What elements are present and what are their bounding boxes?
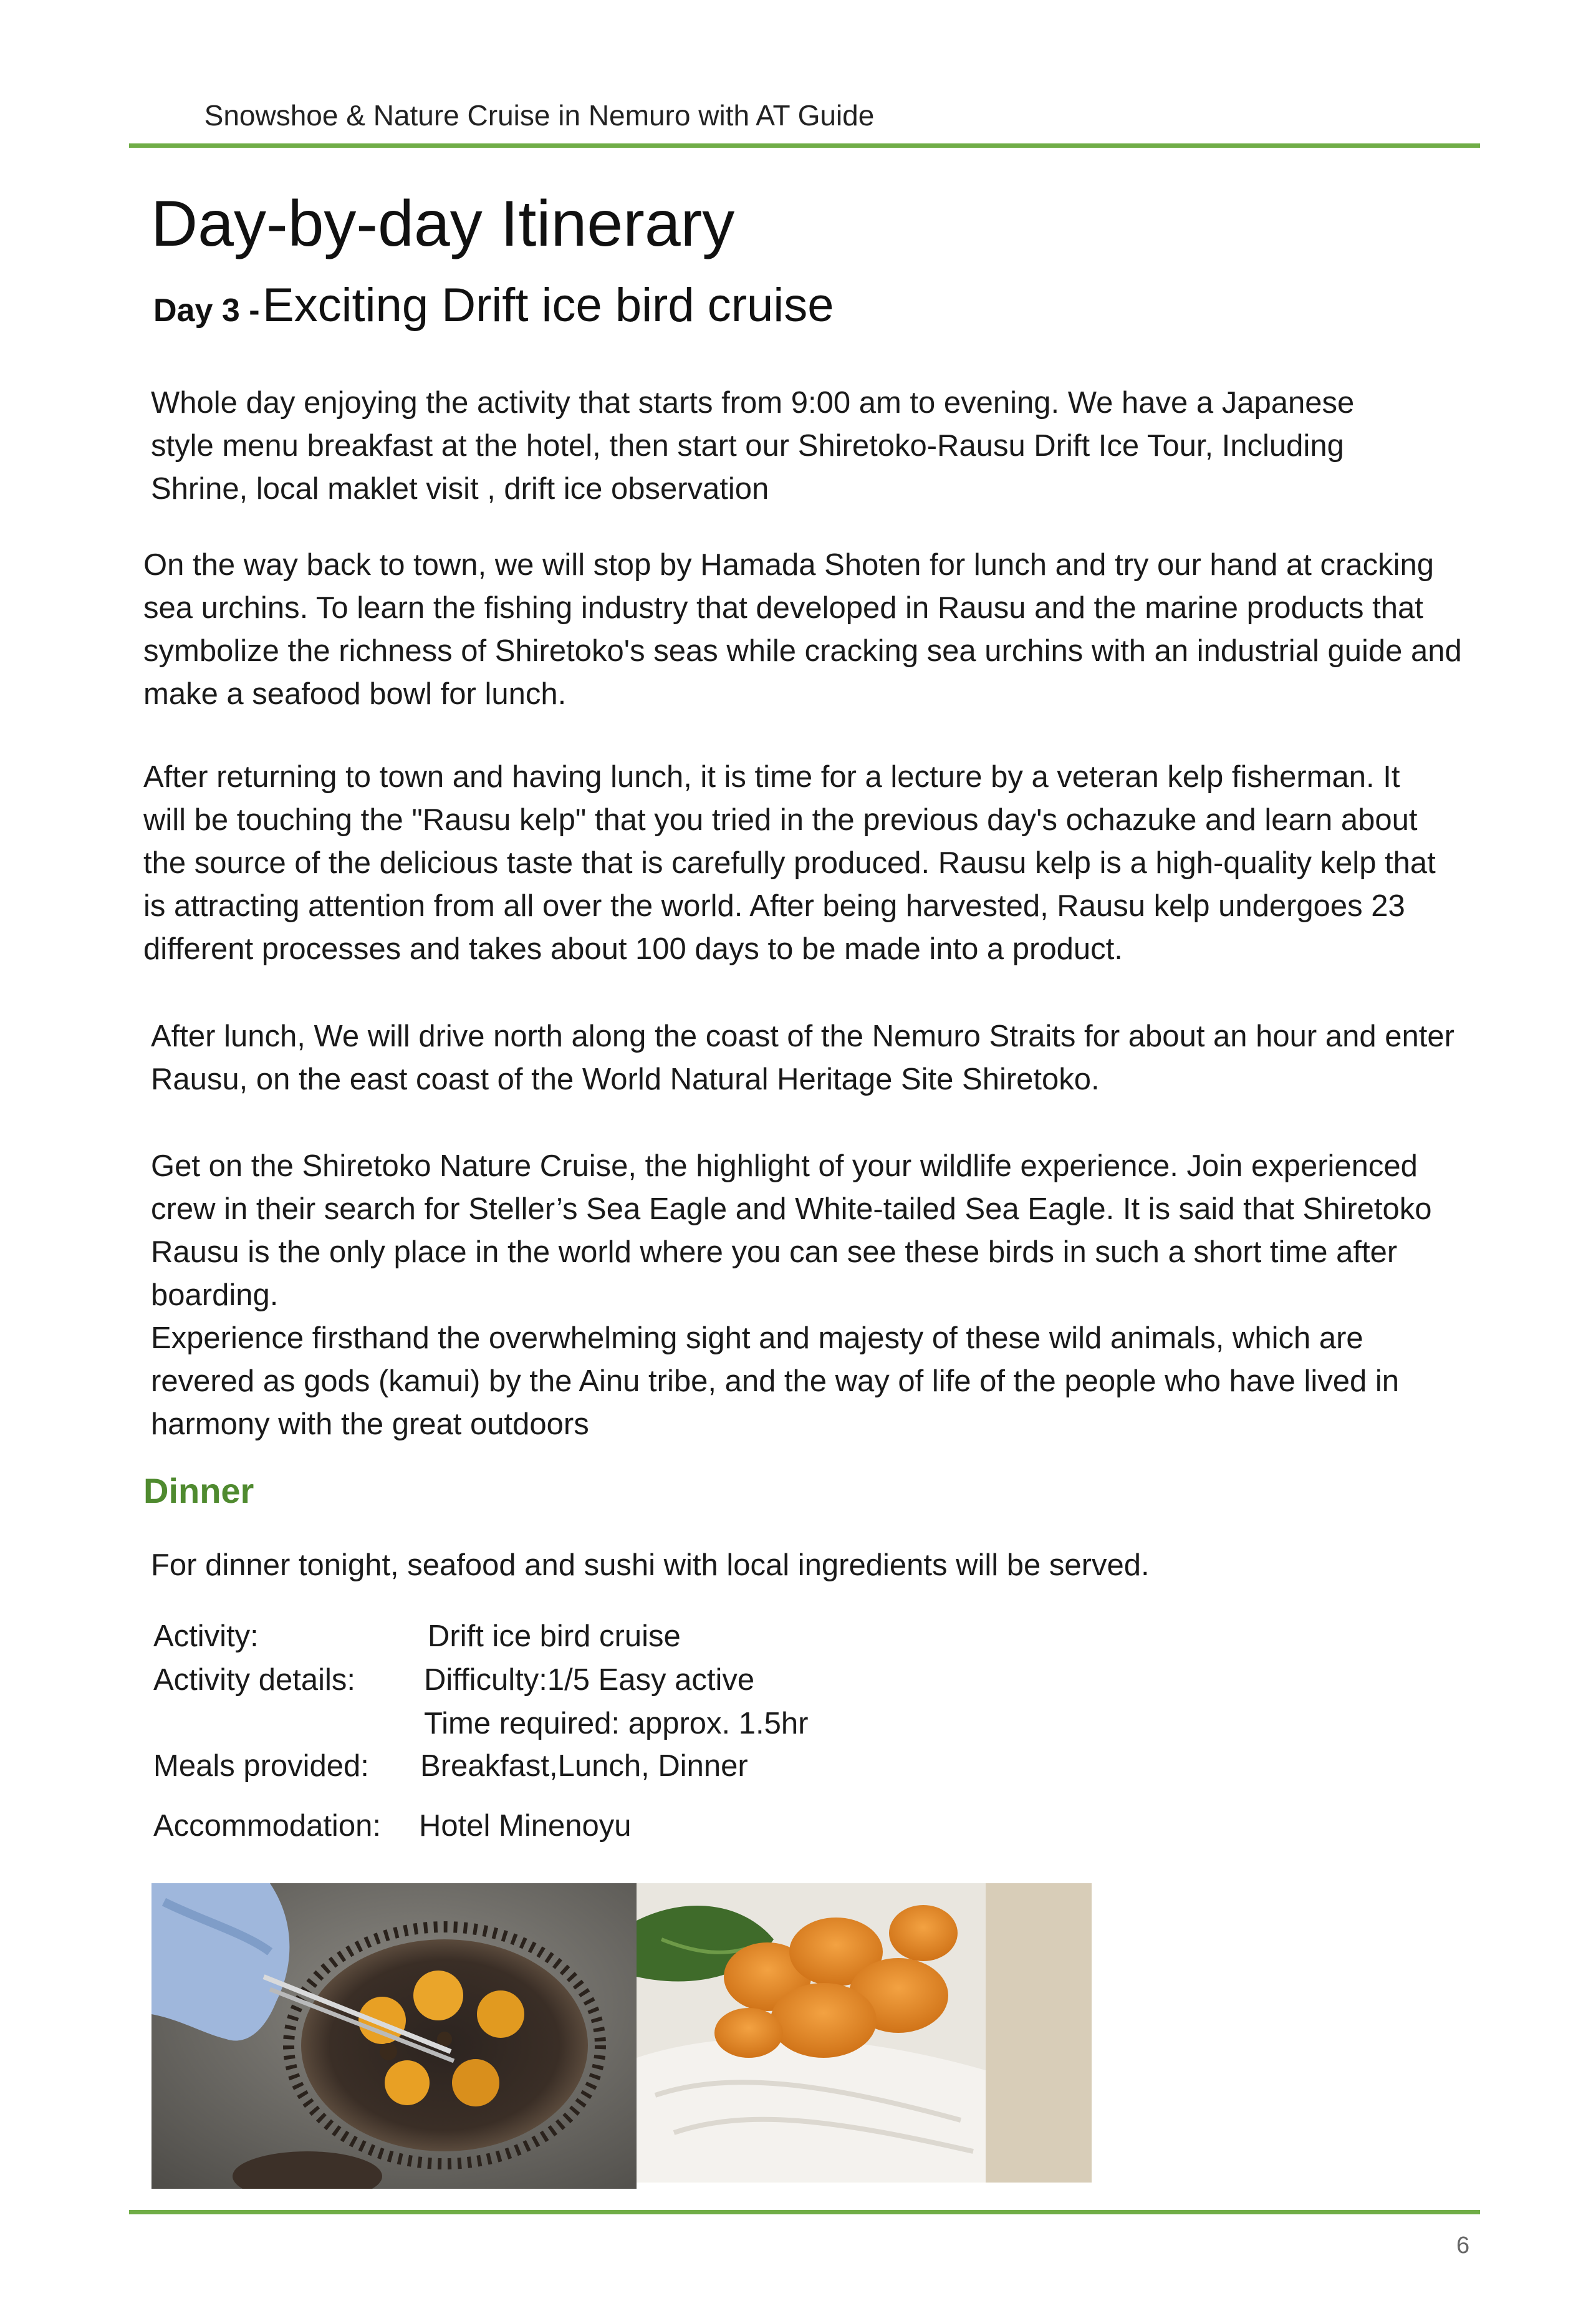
paragraph-sea-urchin	[143, 544, 1462, 716]
activity-time: Time required: approx. 1.5hr	[424, 1707, 809, 1740]
dinner-heading: Dinner	[143, 1471, 254, 1510]
paragraph-kelp	[143, 756, 1436, 971]
dinner-text: For dinner tonight, seafood and sushi with local ingredients will be served.	[151, 1548, 1150, 1582]
paragraph-line: style menu breakfast at the hotel, then start our Shiretoko-Rausu Drift Ice Tour, Including	[151, 429, 1344, 463]
paragraph-line: Rausu is the only place in the world where you can see these birds in such a short time after	[151, 1235, 1398, 1269]
activity-details-label: Activity details:	[153, 1663, 356, 1697]
paragraph-line: symbolize the richness of Shiretoko's seas while cracking sea urchins with an industrial guide and	[143, 634, 1462, 668]
sea-urchin-cracking-image	[151, 1883, 637, 2189]
footer-rule	[129, 2210, 1480, 2214]
sea-urchin-bowl-photo	[637, 1883, 1092, 2183]
sea-urchin-bowl-image	[637, 1883, 1092, 2183]
day-subtitle	[153, 278, 834, 332]
sea-urchin-cracking-photo	[151, 1883, 637, 2189]
paragraph-line: is attracting attention from all over the world. After being harvested, Rausu kelp undergoes 23	[143, 889, 1405, 923]
paragraph-intro	[151, 382, 1354, 511]
paragraph-line: crew in their search for Steller’s Sea Eagle and White-tailed Sea Eagle. It is said that Shiretoko	[151, 1192, 1432, 1226]
accommodation-label: Accommodation:	[153, 1809, 381, 1843]
meals-value: Breakfast,Lunch, Dinner	[420, 1749, 748, 1783]
activity-label: Activity:	[153, 1619, 259, 1653]
paragraph-line: After lunch, We will drive north along the coast of the Nemuro Straits for about an hour and enter	[151, 1020, 1454, 1053]
paragraph-line: sea urchins. To learn the fishing industry that developed in Rausu and the marine products that	[143, 591, 1423, 625]
paragraph-line: revered as gods (kamui) by the Ainu tribe, and the way of life of the people who have lived in	[151, 1364, 1400, 1398]
day-name: Exciting Drift ice bird cruise	[262, 279, 834, 332]
paragraph-line: Shrine, local maklet visit , drift ice observation	[151, 472, 769, 506]
header-title: Snowshoe & Nature Cruise in Nemuro with AT Guide	[204, 99, 875, 132]
activity-difficulty: Difficulty:1/5 Easy active	[424, 1663, 755, 1697]
header-rule	[129, 143, 1480, 148]
paragraph-cruise	[151, 1145, 1432, 1446]
paragraph-line: Experience firsthand the overwhelming sight and majesty of these wild animals, which are	[151, 1321, 1363, 1355]
day-label: Day 3 -	[153, 292, 260, 329]
paragraph-line: different processes and takes about 100 days to be made into a product.	[143, 932, 1123, 966]
paragraph-line: the source of the delicious taste that is carefully produced. Rausu kelp is a high-quality kelp that	[143, 846, 1436, 880]
paragraph-drive	[151, 1015, 1454, 1101]
accommodation-value: Hotel Minenoyu	[419, 1809, 632, 1843]
paragraph-line: Rausu, on the east coast of the World Natural Heritage Site Shiretoko.	[151, 1063, 1100, 1096]
paragraph-line: On the way back to town, we will stop by Hamada Shoten for lunch and try our hand at cracking	[143, 548, 1434, 582]
paragraph-line: harmony with the great outdoors	[151, 1407, 589, 1441]
page-number: 6	[1456, 2232, 1470, 2259]
paragraph-line: Get on the Shiretoko Nature Cruise, the highlight of your wildlife experience. Join experienced	[151, 1149, 1418, 1183]
paragraph-line: will be touching the "Rausu kelp" that you tried in the previous day's ochazuke and learn about	[143, 803, 1418, 837]
activity-value: Drift ice bird cruise	[428, 1619, 681, 1653]
paragraph-line: After returning to town and having lunch, it is time for a lecture by a veteran kelp fisherman. It	[143, 760, 1400, 794]
paragraph-line: boarding.	[151, 1278, 279, 1312]
page-title: Day-by-day Itinerary	[151, 188, 735, 260]
paragraph-line: make a seafood bowl for lunch.	[143, 677, 567, 711]
paragraph-line: Whole day enjoying the activity that starts from 9:00 am to evening. We have a Japanese	[151, 386, 1355, 420]
meals-label: Meals provided:	[153, 1749, 369, 1783]
